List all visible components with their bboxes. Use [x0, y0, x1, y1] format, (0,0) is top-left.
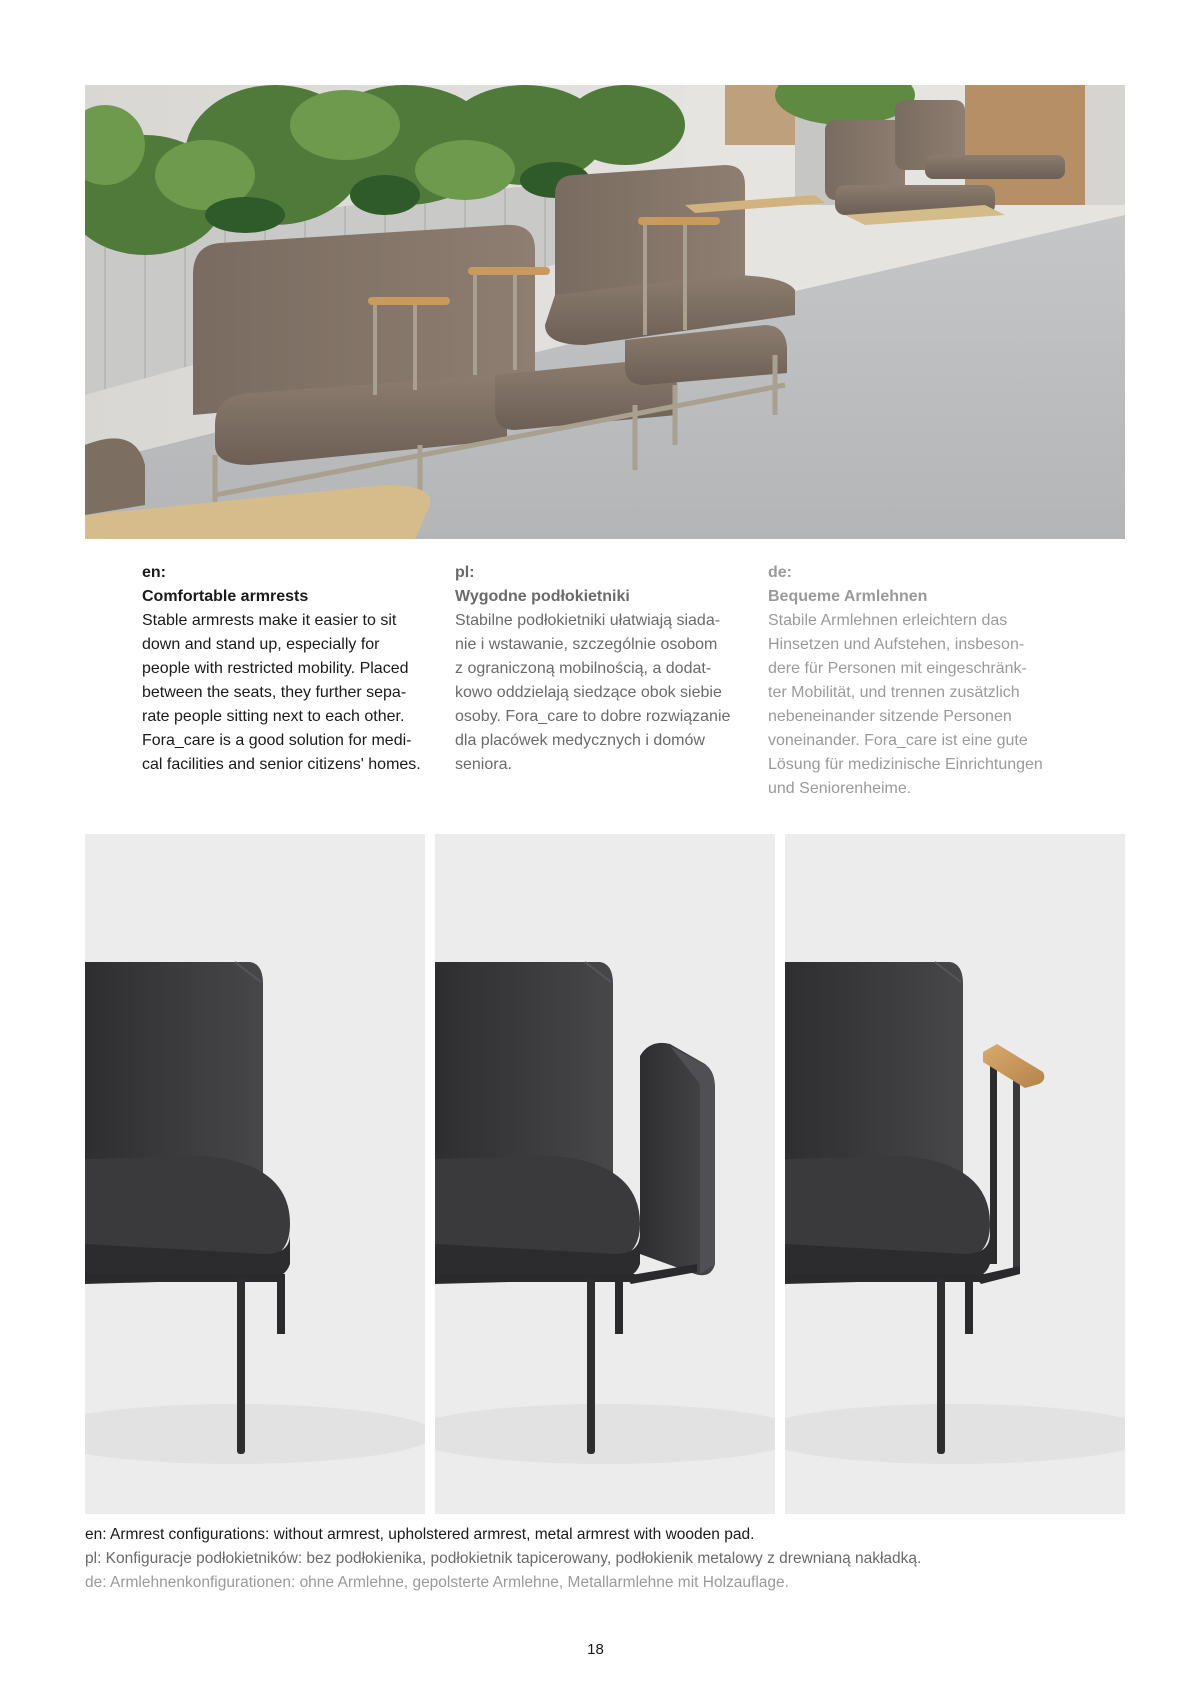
body-line: nie i wstawanie, szczególnie osobom [455, 636, 718, 653]
section-heading: Comfortable armrests [142, 588, 309, 605]
body-line: voneinander. Fora_care ist eine gute [768, 732, 1028, 749]
body-line: cal facilities and senior citizens' homes. [142, 756, 421, 773]
section-heading: Wygodne podłokietniki [455, 588, 630, 605]
body-line: dere für Personen mit eingeschränk- [768, 660, 1027, 677]
body-line: people with restricted mobility. Placed [142, 660, 409, 677]
product-photo-upholstered-armrest [435, 834, 775, 1514]
language-label: pl: [455, 564, 475, 581]
caption-en: en: Armrest configurations: without armrest, upholstered armrest, metal armrest with wooden pad. [85, 1526, 755, 1543]
hero-photo-waiting-area-bench [85, 85, 1125, 539]
body-line: kowo oddzielają siedzące obok siebie [455, 684, 722, 701]
page-number: 18 [587, 1641, 604, 1658]
body-line: ter Mobilität, und trennen zusätzlich [768, 684, 1020, 701]
body-line: seniora. [455, 756, 512, 773]
body-text [142, 609, 442, 777]
caption-de: de: Armlehnenkonfigurationen: ohne Armlehne, gepolsterte Armlehne, Metallarmlehne mit Holzauflage. [85, 1574, 789, 1591]
language-label: de: [768, 564, 792, 581]
section-heading: Bequeme Armlehnen [768, 588, 928, 605]
text-column-pl [455, 561, 755, 777]
text-column-de [768, 561, 1068, 801]
body-line: between the seats, they further sepa- [142, 684, 407, 701]
caption-pl: pl: Konfiguracje podłokietników: bez podłokienika, podłokietnik tapicerowany, podłokienik metalowy z drewnianą nakładką. [85, 1550, 922, 1567]
body-line: Fora_care is a good solution for medi- [142, 732, 412, 749]
language-label: en: [142, 564, 166, 581]
body-line: Stable armrests make it easier to sit [142, 612, 397, 629]
body-line: Stabilne podłokietniki ułatwiają siada- [455, 612, 721, 629]
product-photo-metal-armrest-wooden-pad [785, 834, 1125, 1514]
figure-caption [85, 1523, 1125, 1595]
body-line: nebeneinander sitzende Personen [768, 708, 1012, 725]
body-line: und Seniorenheime. [768, 780, 912, 797]
body-line: Stabile Armlehnen erleichtern das [768, 612, 1008, 629]
body-line: Hinsetzen und Aufstehen, insbeson- [768, 636, 1025, 653]
body-line: dla placówek medycznych i domów [455, 732, 705, 749]
body-line: rate people sitting next to each other. [142, 708, 405, 725]
body-line: z ograniczoną mobilnością, a dodat- [455, 660, 712, 677]
body-text [455, 609, 755, 777]
text-column-en [142, 561, 442, 777]
body-line: osoby. Fora_care to dobre rozwiązanie [455, 708, 731, 725]
body-line: down and stand up, especially for [142, 636, 380, 653]
body-line: Lösung für medizinische Einrichtungen [768, 756, 1043, 773]
body-text [768, 609, 1068, 801]
product-photo-no-armrest [85, 834, 425, 1514]
